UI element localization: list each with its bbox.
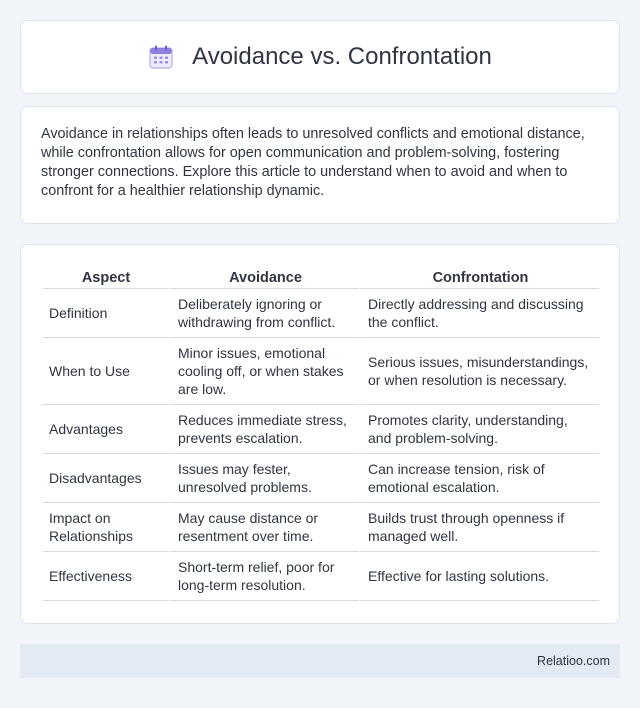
cell-avoidance: Reduces immediate stress, prevents escalation. [169, 405, 359, 454]
cell-confrontation: Can increase tension, risk of emotional escalation. [359, 454, 599, 503]
title-card [20, 20, 620, 94]
header-confrontation: Confrontation [359, 267, 599, 289]
cell-avoidance: May cause distance or resentment over time. [169, 503, 359, 552]
table-row [43, 289, 599, 338]
cell-aspect: Disadvantages [43, 454, 169, 503]
header-avoidance: Avoidance [169, 267, 359, 289]
cell-avoidance: Issues may fester, unresolved problems. [169, 454, 359, 503]
table-row [43, 503, 599, 552]
cell-avoidance: Minor issues, emotional cooling off, or when stakes are low. [169, 338, 359, 405]
cell-confrontation: Serious issues, misunderstandings, or when resolution is necessary. [359, 338, 599, 405]
cell-confrontation: Builds trust through openness if managed well. [359, 503, 599, 552]
cell-confrontation: Promotes clarity, understanding, and problem-solving. [359, 405, 599, 454]
table-row [43, 552, 599, 601]
table-row [43, 338, 599, 405]
intro-text: Avoidance in relationships often leads to unresolved conflicts and emotional distance, while confrontation allows for open communication and problem-solving, fostering stronger connections. Explore this article to understand when to avoid and when to confront for a healthier relationship dynamic. [41, 126, 585, 199]
cell-aspect: Effectiveness [43, 552, 169, 601]
page-title: Avoidance vs. Confrontation [192, 43, 492, 70]
table-row [43, 454, 599, 503]
cell-aspect: When to Use [43, 338, 169, 405]
footer [20, 644, 620, 678]
footer-brand[interactable]: Relatioo.com [537, 654, 610, 668]
cell-avoidance: Short-term relief, poor for long-term resolution. [169, 552, 359, 601]
table-row [43, 405, 599, 454]
comparison-card [20, 244, 620, 624]
cell-avoidance: Deliberately ignoring or withdrawing from conflict. [169, 289, 359, 338]
cell-aspect: Advantages [43, 405, 169, 454]
header-aspect: Aspect [43, 267, 169, 289]
comparison-table [43, 267, 599, 601]
calendar-icon [148, 44, 174, 70]
cell-confrontation: Directly addressing and discussing the conflict. [359, 289, 599, 338]
cell-confrontation: Effective for lasting solutions. [359, 552, 599, 601]
intro-card [20, 106, 620, 224]
table-header-row [43, 267, 599, 289]
cell-aspect: Definition [43, 289, 169, 338]
cell-aspect: Impact on Relationships [43, 503, 169, 552]
